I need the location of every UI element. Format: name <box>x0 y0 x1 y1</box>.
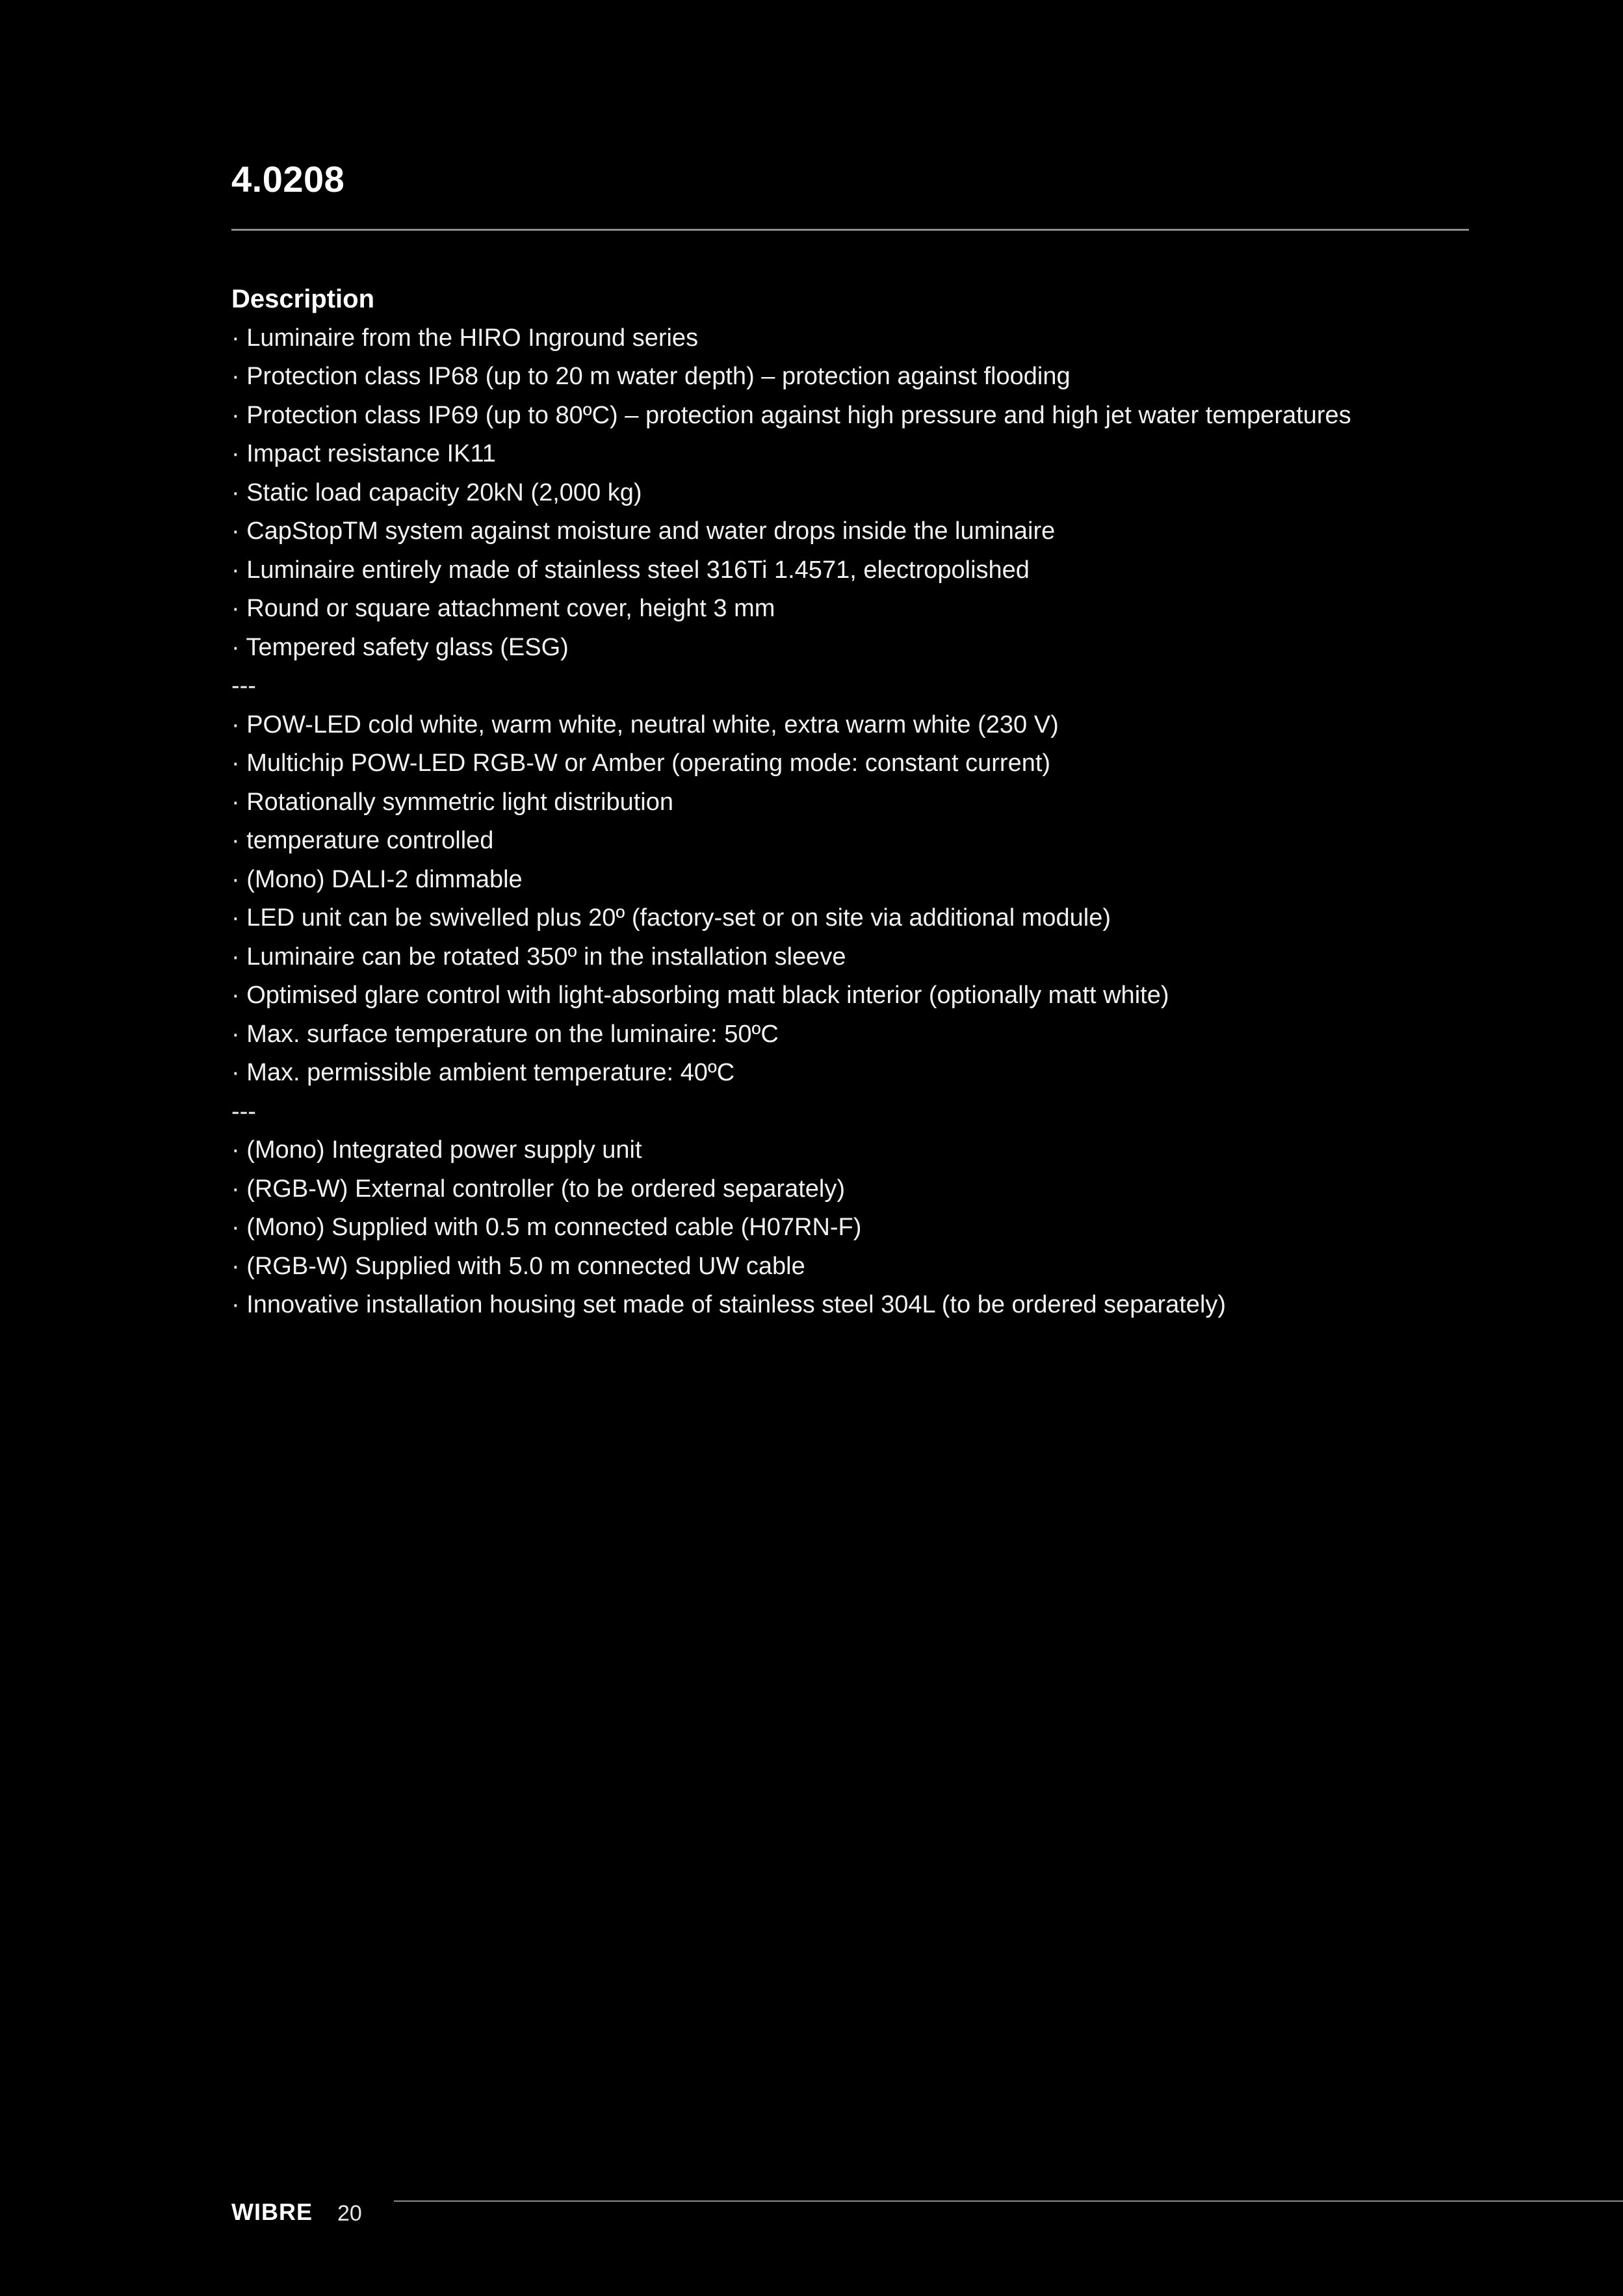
description-section <box>231 280 1499 1325</box>
list-item: · Multichip POW-LED RGB-W or Amber (operating mode: constant current) <box>231 750 1051 777</box>
list-item: · Innovative installation housing set made of stainless steel 304L (to be ordered separately) <box>231 1291 1227 1318</box>
list-item: · Luminaire entirely made of stainless steel 316Ti 1.4571, electropolished <box>231 556 1030 584</box>
list-item: · Rotationally symmetric light distribution <box>231 788 674 816</box>
list-item: · Luminaire can be rotated 350º in the installation sleeve <box>231 943 846 971</box>
list-item: · Round or square attachment cover, height 3 mm <box>231 595 775 622</box>
list-item: · Impact resistance IK11 <box>231 440 496 467</box>
list-item: · Tempered safety glass (ESG) <box>231 633 569 661</box>
list-item: · CapStopTM system against moisture and water drops inside the luminaire <box>231 517 1056 545</box>
list-item: · Max. surface temperature on the luminaire: 50ºC <box>231 1020 779 1048</box>
footer-page-number: 20 <box>337 2201 362 2226</box>
description-heading: Description <box>231 285 375 313</box>
section-separator: --- <box>231 672 256 699</box>
title-divider <box>231 229 1469 231</box>
list-item: · (Mono) Supplied with 0.5 m connected cable (H07RN-F) <box>231 1214 862 1241</box>
list-item: · (RGB-W) Supplied with 5.0 m connected UW cable <box>231 1252 805 1280</box>
list-item: · temperature controlled <box>231 827 494 854</box>
description-list <box>231 319 1499 1325</box>
list-item: · Max. permissible ambient temperature: 40ºC <box>231 1059 735 1086</box>
footer-brand-logo: WIBRE <box>231 2198 313 2225</box>
list-item: · Luminaire from the HIRO Inground series <box>231 324 699 352</box>
page-title: 4.0208 <box>231 159 345 200</box>
list-item: · Optimised glare control with light-absorbing matt black interior (optionally matt white) <box>231 982 1169 1009</box>
list-item: · (Mono) Integrated power supply unit <box>231 1136 642 1164</box>
section-separator: --- <box>231 1097 256 1125</box>
footer-divider <box>394 2200 1623 2202</box>
list-item: · POW-LED cold white, warm white, neutral white, extra warm white (230 V) <box>231 711 1059 738</box>
list-item: · Static load capacity 20kN (2,000 kg) <box>231 478 642 506</box>
list-item: · (Mono) DALI-2 dimmable <box>231 865 523 893</box>
list-item: · Protection class IP68 (up to 20 m water depth) – protection against flooding <box>231 363 1071 390</box>
list-item: · (RGB-W) External controller (to be ordered separately) <box>231 1175 845 1203</box>
list-item: · LED unit can be swivelled plus 20º (factory-set or on site via additional module) <box>231 904 1111 932</box>
list-item: · Protection class IP69 (up to 80ºC) – protection against high pressure and high jet water temperatures <box>231 401 1351 429</box>
